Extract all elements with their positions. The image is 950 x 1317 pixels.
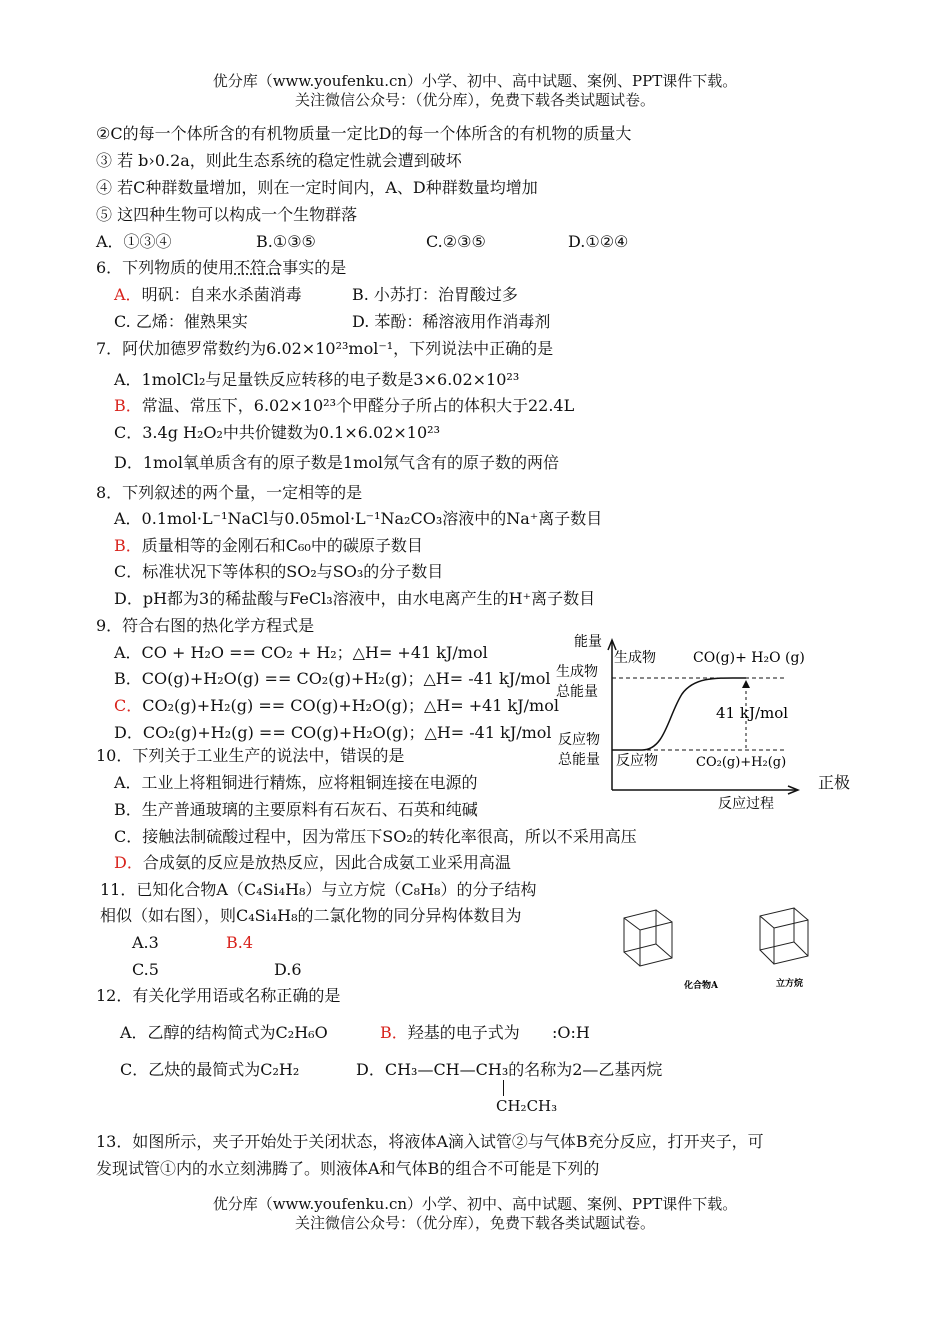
q6-option-b: B. 小苏打：治胃酸过多 [352, 285, 518, 304]
q11-stem-1: 11．已知化合物A（C₄Si₄H₈）与立方烷（C₈H₈）的分子结构 [100, 880, 537, 899]
q7-option-d: D．1mol氧单质含有的原子数是1mol氖气含有的原子数的两倍 [114, 453, 560, 472]
branch-group: CH₂CH₃ [496, 1097, 558, 1115]
energy-diagram [550, 628, 810, 818]
q10-option-c: C．接触法制硫酸过程中，因为常压下SO₂的转化率很高，所以不采用高压 [114, 827, 637, 846]
y-axis-label: 能量 [574, 634, 602, 650]
q12-stem: 12．有关化学用语或名称正确的是 [96, 986, 341, 1005]
q12-option-b: B．羟基的电子式为 [380, 1023, 520, 1042]
q6-option-a: A．明矾：自来水杀菌消毒 [114, 285, 302, 304]
q11-stem-2: 相似（如右图），则C₄Si₄H₈的二氯化物的同分异构体数目为 [100, 906, 522, 925]
branch-bond [503, 1080, 504, 1096]
q11-option-b: B.4 [226, 933, 254, 952]
q13-line-2: 发现试管①内的水立刻沸腾了。则液体A和气体B的组合不可能是下列的 [96, 1159, 600, 1178]
q12-option-a: A．乙醇的结构简式为C₂H₆O [120, 1023, 328, 1042]
q10-option-b: B．生产普通玻璃的主要原料有石灰石、石英和纯碱 [114, 800, 478, 819]
compound-a-structure [624, 910, 672, 966]
footer-line-2: 关注微信公众号：（优分库），免费下载各类试题试卷。 [294, 1214, 655, 1232]
q8-option-c: C．标准状况下等体积的SO₂与SO₃的分子数目 [114, 562, 444, 581]
product-label: 生成物 [614, 650, 656, 666]
q6-stem: 6．下列物质的使用不符合事实的是 [96, 258, 347, 277]
q13-line-1: 13．如图所示，夹子开始处于关闭状态，将液体A滴入试管②与气体B充分反应，打开夹子，可 [96, 1132, 764, 1151]
q11-option-c: C.5 [132, 960, 159, 979]
emphasis-text: 不符合 [234, 258, 283, 277]
q9-option-b: B．CO(g)+H₂O(g) == CO₂(g)+H₂(g)；△H= -41 kJ/mol [114, 669, 551, 688]
q6-option-c: C. 乙烯：催熟果实 [114, 312, 248, 331]
option-d: D.①②④ [568, 232, 629, 251]
q12-option-c: C．乙炔的最简式为C₂H₂ [120, 1060, 300, 1079]
header-line-2: 关注微信公众号：（优分库），免费下载各类试题试卷。 [294, 91, 655, 109]
reactant-label: 反应物 [616, 753, 658, 769]
answer-key: B． [114, 536, 142, 555]
statement-3: ③ 若 b›0.2a，则此生态系统的稳定性就会遭到破坏 [96, 151, 462, 170]
header-line-1: 优分库（www.youfenku.cn）小学、初中、高中试题、案例、PPT课件下载。 [212, 72, 738, 90]
q7-stem: 7．阿伏加德罗常数约为6.02×10²³mol⁻¹，下列说法中正确的是 [96, 339, 554, 358]
q10-option-a-tail: 正极 [818, 773, 851, 792]
q8-option-d: D．pH都为3的稀盐酸与FeCl₃溶液中，由水电离产生的H⁺离子数目 [114, 589, 596, 608]
option-c: C.②③⑤ [426, 232, 486, 251]
q11-option-d: D.6 [274, 960, 302, 979]
q8-option-a: A．0.1mol·L⁻¹NaCl与0.05mol·L⁻¹Na₂CO₃溶液中的Na⁺离子数目 [114, 509, 603, 528]
option-b: B.①③⑤ [256, 232, 316, 251]
answer-key: A． [114, 285, 142, 304]
q6-option-d: D. 苯酚：稀溶液用作消毒剂 [352, 312, 551, 331]
x-axis-label: 反应过程 [718, 796, 774, 812]
q7-option-a: A．1molCl₂与足量铁反应转移的电子数是3×6.02×10²³ [114, 370, 520, 389]
q8-stem: 8．下列叙述的两个量，一定相等的是 [96, 483, 363, 502]
product-total-1: 生成物 [556, 664, 598, 680]
product-formula: CO(g)+ H₂O (g) [693, 650, 805, 666]
q9-option-c: C．CO₂(g)+H₂(g) == CO(g)+H₂O(g)；△H= +41 kJ/mol [114, 696, 559, 715]
q10-option-d: D．合成氨的反应是放热反应，因此合成氨工业采用高温 [114, 853, 511, 872]
q9-option-d: D．CO₂(g)+H₂(g) == CO(g)+H₂O(g)；△H= -41 kJ/mol [114, 723, 552, 742]
statement-2: ②C的每一个体所含的有机物质量一定比D的每一个体所含的有机物的质量大 [96, 124, 632, 143]
molecule-diagrams [600, 888, 830, 992]
answer-key: B． [114, 396, 142, 415]
q12-option-d: D．CH₃—CH—CH₃的名称为2—乙基丙烷 [356, 1060, 663, 1079]
answer-key: B． [380, 1023, 408, 1042]
cubane-caption: 立方烷 [776, 979, 804, 989]
statement-4: ④ 若C种群数量增加，则在一定时间内，A、D种群数量均增加 [96, 178, 538, 197]
hydroxyl-electron-formula: :O:H [552, 1023, 590, 1042]
q10-stem: 10．下列关于工业生产的说法中，错误的是 [96, 746, 405, 765]
option-a: A．①③④ [96, 232, 172, 251]
q7-option-b: B．常温、常压下，6.02×10²³个甲醛分子所占的体积大于22.4L [114, 396, 575, 415]
delta-value: 41 kJ/mol [716, 704, 789, 722]
statement-5: ⑤ 这四种生物可以构成一个生物群落 [96, 205, 358, 224]
q8-option-b: B．质量相等的金刚石和C₆₀中的碳原子数目 [114, 536, 423, 555]
reactant-formula: CO₂(g)+H₂(g) [696, 755, 787, 770]
q9-option-a: A．CO + H₂O == CO₂ + H₂；△H= +41 kJ/mol [114, 643, 488, 662]
q9-stem: 9．符合右图的热化学方程式是 [96, 616, 315, 635]
reactant-total-2: 总能量 [558, 752, 600, 768]
q10-option-a: A．工业上将粗铜进行精炼，应将粗铜连接在电源的 [114, 773, 478, 792]
answer-key: C． [114, 696, 143, 715]
compound-a-caption: 化合物A [684, 981, 718, 991]
product-total-2: 总能量 [556, 684, 598, 700]
footer-line-1: 优分库（www.youfenku.cn）小学、初中、高中试题、案例、PPT课件下载。 [212, 1195, 738, 1213]
q11-option-a: A.3 [132, 933, 159, 952]
cubane-structure [760, 908, 808, 964]
reactant-total-1: 反应物 [558, 732, 600, 748]
q7-option-c: C．3.4g H₂O₂中共价键数为0.1×6.02×10²³ [114, 423, 440, 442]
answer-key: D． [114, 853, 143, 872]
